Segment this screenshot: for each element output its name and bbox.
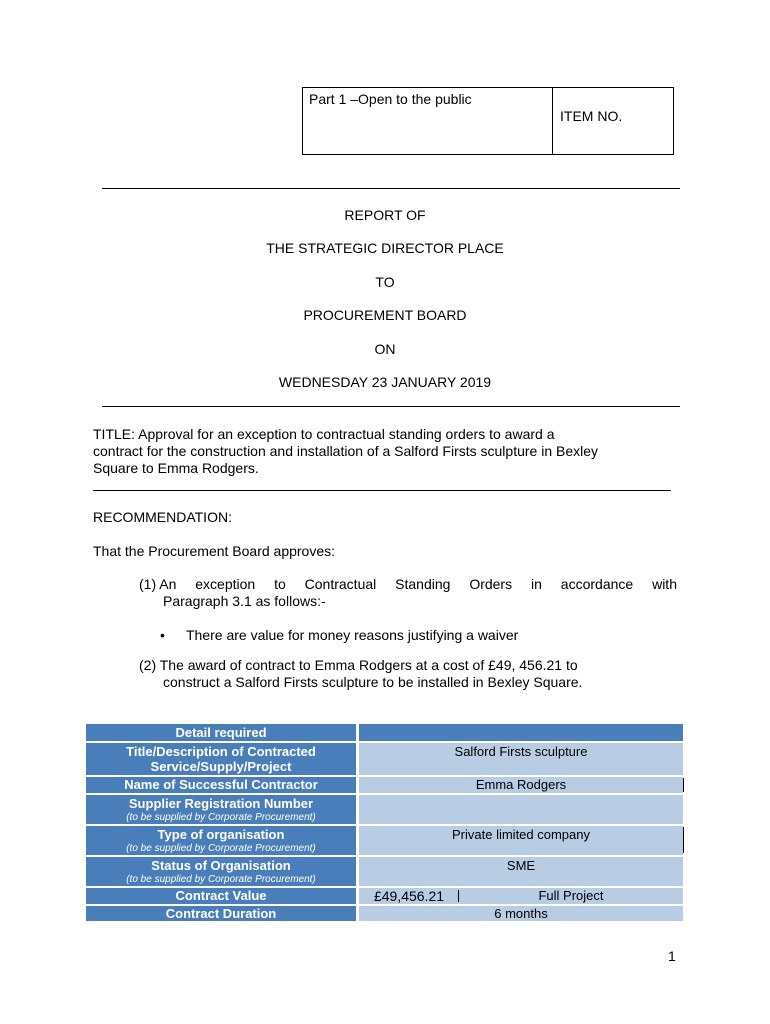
contractor-value: Emma Rodgers bbox=[475, 777, 567, 792]
item1-word: with bbox=[652, 576, 677, 592]
contract-value-scope: Full Project bbox=[538, 888, 604, 903]
item1-word: exception bbox=[195, 576, 256, 592]
table-header-value bbox=[359, 724, 683, 741]
org-type-label: Type of organisation bbox=[157, 827, 285, 842]
divider-top bbox=[102, 188, 680, 189]
corporate-procurement-note: (to be supplied by Corporate Procurement) bbox=[126, 812, 316, 823]
table-header: Detail required bbox=[86, 724, 356, 741]
title-line-1: TITLE: Approval for an exception to contractual standing orders to award a bbox=[93, 426, 555, 442]
table-row bbox=[86, 857, 683, 886]
recommendation-item-1 bbox=[139, 576, 677, 610]
recommendation-intro: That the Procurement Board approves: bbox=[93, 543, 336, 559]
item1-word: accordance bbox=[560, 576, 634, 592]
part-label: Part 1 –Open to the public bbox=[303, 88, 553, 154]
table-row bbox=[86, 826, 683, 855]
item1-word: Orders bbox=[469, 576, 513, 592]
contract-value-amount: £49,456.21 bbox=[359, 888, 459, 904]
table-row bbox=[86, 906, 683, 921]
contract-details-table bbox=[86, 724, 683, 923]
row-value-contract-value bbox=[359, 888, 683, 904]
item1-word: (1) An bbox=[139, 576, 177, 592]
header-box bbox=[302, 87, 674, 155]
row-label-org-type bbox=[86, 826, 356, 855]
item-number-label: ITEM NO. bbox=[560, 108, 623, 124]
item1-word: to bbox=[274, 576, 286, 592]
recommendation-item-2 bbox=[139, 657, 679, 691]
recommendation-heading: RECOMMENDATION: bbox=[93, 509, 232, 525]
title-line-2: contract for the construction and installation of a Salford Firsts sculpture in Bexley bbox=[93, 443, 599, 459]
item1-word: Standing bbox=[395, 576, 451, 592]
org-status-label: Status of Organisation bbox=[151, 858, 291, 873]
report-title bbox=[93, 426, 673, 477]
org-type-value: Private limited company bbox=[452, 827, 590, 842]
report-line-4: PROCUREMENT BOARD bbox=[303, 307, 467, 323]
item2-line-2: construct a Salford Firsts sculpture to be installed in Bexley Square. bbox=[163, 674, 583, 690]
row-label-title bbox=[86, 743, 356, 775]
row-label-title-1: Title/Description of Contracted bbox=[126, 744, 316, 759]
item1-line-2: Paragraph 3.1 as follows:- bbox=[163, 593, 326, 609]
report-line-5: ON bbox=[374, 341, 396, 357]
row-value-duration: 6 months bbox=[359, 906, 683, 921]
row-label-contract-value: Contract Value bbox=[86, 888, 356, 904]
row-value-supplier-reg bbox=[359, 795, 683, 824]
report-line-3: TO bbox=[375, 274, 395, 290]
page-number: 1 bbox=[668, 948, 676, 964]
table-row bbox=[86, 777, 683, 793]
report-line-1: REPORT OF bbox=[344, 207, 426, 223]
table-row bbox=[86, 743, 683, 775]
item1-word: Contractual bbox=[304, 576, 377, 592]
row-value-org-status: SME bbox=[359, 857, 683, 886]
bullet-icon: • bbox=[160, 627, 165, 643]
row-label-title-2: Service/Supply/Project bbox=[150, 759, 292, 774]
bullet-item bbox=[160, 627, 518, 643]
corporate-procurement-note: (to be supplied by Corporate Procurement) bbox=[126, 843, 316, 854]
report-line-6: WEDNESDAY 23 JANUARY 2019 bbox=[278, 374, 492, 390]
row-label-duration: Contract Duration bbox=[86, 906, 356, 921]
report-line-2: THE STRATEGIC DIRECTOR PLACE bbox=[266, 240, 504, 256]
row-label-supplier-reg bbox=[86, 795, 356, 824]
row-value-contractor bbox=[359, 777, 683, 793]
corporate-procurement-note: (to be supplied by Corporate Procurement) bbox=[126, 874, 316, 885]
item2-line-1: (2) The award of contract to Emma Rodgers at a cost of £49, 456.21 to bbox=[139, 657, 578, 673]
row-label-org-status bbox=[86, 857, 356, 886]
table-row bbox=[86, 888, 683, 904]
table-header-row bbox=[86, 724, 683, 741]
row-value-title: Salford Firsts sculpture bbox=[359, 743, 683, 775]
row-label-contractor: Name of Successful Contractor bbox=[86, 777, 356, 793]
title-line-3: Square to Emma Rodgers. bbox=[93, 460, 259, 476]
cell-divider bbox=[683, 778, 684, 792]
divider-title bbox=[93, 490, 671, 491]
table-row bbox=[86, 795, 683, 824]
divider-middle bbox=[102, 406, 680, 407]
cell-divider bbox=[683, 827, 684, 853]
row-value-org-type bbox=[359, 826, 683, 855]
item1-word: in bbox=[531, 576, 542, 592]
bullet-text: There are value for money reasons justifying a waiver bbox=[186, 627, 519, 643]
supplier-reg-label: Supplier Registration Number bbox=[128, 796, 314, 811]
